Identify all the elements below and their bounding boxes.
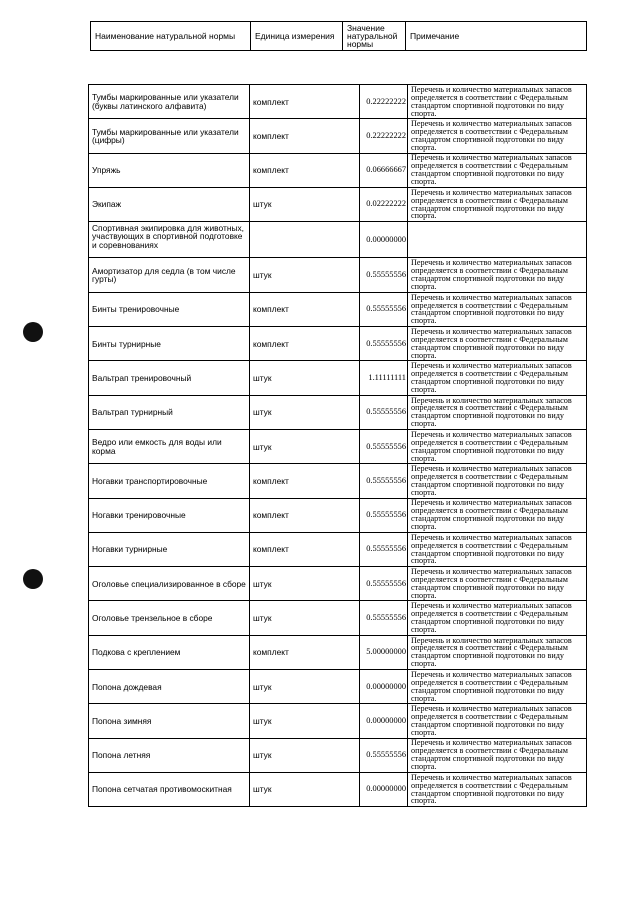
row-name-cell: Оголовье специализированное в сборе — [89, 567, 250, 601]
row-note-cell: Перечень и количество материальных запасов определяется в соответствии с Федеральным стандартом спортивной подготовки по виду спорта. — [408, 395, 587, 429]
row-value-cell: 0.55555556 — [360, 327, 408, 361]
row-name-cell: Вальтрап тренировочный — [89, 361, 250, 395]
row-note-cell: Перечень и количество материальных запасов определяется в соответствии с Федеральным стандартом спортивной подготовки по виду спорта. — [408, 187, 587, 221]
row-name-cell: Оголовье трензельное в сборе — [89, 601, 250, 635]
row-unit-cell: штук — [250, 258, 360, 292]
table-row — [89, 222, 587, 258]
row-note-cell: Перечень и количество материальных запасов определяется в соответствии с Федеральным стандартом спортивной подготовки по виду спорта. — [408, 327, 587, 361]
row-name-cell: Ногавки турнирные — [89, 532, 250, 566]
row-note-cell: Перечень и количество материальных запасов определяется в соответствии с Федеральным стандартом спортивной подготовки по виду спорта. — [408, 498, 587, 532]
table-row — [89, 670, 587, 704]
row-unit-cell: штук — [250, 567, 360, 601]
row-unit-cell: комплект — [250, 153, 360, 187]
table-row — [89, 601, 587, 635]
row-value-cell: 0.55555556 — [360, 498, 408, 532]
row-value-cell: 0.00000000 — [360, 670, 408, 704]
row-value-cell: 1.11111111 — [360, 361, 408, 395]
header-row — [91, 22, 587, 51]
row-note-cell: Перечень и количество материальных запасов определяется в соответствии с Федеральным стандартом спортивной подготовки по виду спорта. — [408, 704, 587, 738]
table-row — [89, 119, 587, 153]
binder-hole-bottom — [23, 569, 43, 589]
row-value-cell: 0.06666667 — [360, 153, 408, 187]
row-unit-cell: штук — [250, 772, 360, 806]
row-note-cell: Перечень и количество материальных запасов определяется в соответствии с Федеральным стандартом спортивной подготовки по виду спорта. — [408, 464, 587, 498]
table-row — [89, 532, 587, 566]
table-row — [89, 429, 587, 463]
table-row — [89, 704, 587, 738]
row-note-cell: Перечень и количество материальных запасов определяется в соответствии с Федеральным стандартом спортивной подготовки по виду спорта. — [408, 119, 587, 153]
row-name-cell: Экипаж — [89, 187, 250, 221]
row-value-cell: 0.55555556 — [360, 429, 408, 463]
row-unit-cell: комплект — [250, 498, 360, 532]
row-name-cell: Амортизатор для седла (в том числе гурты) — [89, 258, 250, 292]
table-row — [89, 187, 587, 221]
header-note-cell: Примечание — [406, 22, 587, 51]
row-note-cell: Перечень и количество материальных запасов определяется в соответствии с Федеральным стандартом спортивной подготовки по виду спорта. — [408, 153, 587, 187]
row-unit-cell: комплект — [250, 464, 360, 498]
row-name-cell: Попона летняя — [89, 738, 250, 772]
table-row — [89, 327, 587, 361]
row-value-cell: 0.22222222 — [360, 85, 408, 119]
row-note-cell: Перечень и количество материальных запасов определяется в соответствии с Федеральным стандартом спортивной подготовки по виду спорта. — [408, 532, 587, 566]
row-value-cell: 0.55555556 — [360, 464, 408, 498]
table-row — [89, 153, 587, 187]
row-note-cell: Перечень и количество материальных запасов определяется в соответствии с Федеральным стандартом спортивной подготовки по виду спорта. — [408, 738, 587, 772]
row-value-cell: 0.55555556 — [360, 292, 408, 326]
row-note-cell: Перечень и количество материальных запасов определяется в соответствии с Федеральным стандартом спортивной подготовки по виду спорта. — [408, 635, 587, 669]
table-row — [89, 85, 587, 119]
row-name-cell: Попона дождевая — [89, 670, 250, 704]
row-name-cell: Вальтрап турнирный — [89, 395, 250, 429]
row-name-cell: Ведро или емкость для воды или корма — [89, 429, 250, 463]
table-row — [89, 567, 587, 601]
row-note-cell: Перечень и количество материальных запасов определяется в соответствии с Федеральным стандартом спортивной подготовки по виду спорта. — [408, 361, 587, 395]
row-unit-cell: штук — [250, 395, 360, 429]
row-value-cell: 0.00000000 — [360, 772, 408, 806]
table-row — [89, 292, 587, 326]
row-name-cell: Упряжь — [89, 153, 250, 187]
row-name-cell: Подкова с креплением — [89, 635, 250, 669]
row-note-cell: Перечень и количество материальных запасов определяется в соответствии с Федеральным стандартом спортивной подготовки по виду спорта. — [408, 601, 587, 635]
row-unit-cell — [250, 222, 360, 258]
row-name-cell: Попона зимняя — [89, 704, 250, 738]
table-row — [89, 361, 587, 395]
row-note-cell: Перечень и количество материальных запасов определяется в соответствии с Федеральным стандартом спортивной подготовки по виду спорта. — [408, 772, 587, 806]
row-name-cell: Ногавки тренировочные — [89, 498, 250, 532]
row-unit-cell: комплект — [250, 532, 360, 566]
table-row — [89, 738, 587, 772]
table-row — [89, 395, 587, 429]
row-unit-cell: штук — [250, 670, 360, 704]
row-unit-cell: комплект — [250, 119, 360, 153]
row-value-cell: 0.55555556 — [360, 601, 408, 635]
row-note-cell — [408, 222, 587, 258]
row-value-cell: 0.00000000 — [360, 222, 408, 258]
row-unit-cell: штук — [250, 429, 360, 463]
row-value-cell: 5.00000000 — [360, 635, 408, 669]
header-table — [90, 21, 587, 51]
binder-hole-top — [23, 322, 43, 342]
row-value-cell: 0.55555556 — [360, 567, 408, 601]
row-name-cell: Ногавки транспортировочные — [89, 464, 250, 498]
header-name-cell: Наименование натуральной нормы — [91, 22, 251, 51]
row-value-cell: 0.55555556 — [360, 258, 408, 292]
row-unit-cell: комплект — [250, 635, 360, 669]
row-note-cell: Перечень и количество материальных запасов определяется в соответствии с Федеральным стандартом спортивной подготовки по виду спорта. — [408, 292, 587, 326]
row-name-cell: Спортивная экипировка для животных, участвующих в спортивной подготовке и соревнованиях — [89, 222, 250, 258]
row-name-cell: Попона сетчатая противомоскитная — [89, 772, 250, 806]
row-unit-cell: комплект — [250, 292, 360, 326]
row-value-cell: 0.55555556 — [360, 738, 408, 772]
table-row — [89, 498, 587, 532]
row-note-cell: Перечень и количество материальных запасов определяется в соответствии с Федеральным стандартом спортивной подготовки по виду спорта. — [408, 85, 587, 119]
row-note-cell: Перечень и количество материальных запасов определяется в соответствии с Федеральным стандартом спортивной подготовки по виду спорта. — [408, 567, 587, 601]
header-unit-cell: Единица измерения — [251, 22, 343, 51]
row-unit-cell: штук — [250, 738, 360, 772]
row-note-cell: Перечень и количество материальных запасов определяется в соответствии с Федеральным стандартом спортивной подготовки по виду спорта. — [408, 258, 587, 292]
table-row — [89, 772, 587, 806]
table-row — [89, 258, 587, 292]
row-unit-cell: штук — [250, 361, 360, 395]
row-name-cell: Бинты турнирные — [89, 327, 250, 361]
row-unit-cell: комплект — [250, 327, 360, 361]
norms-table-body — [89, 85, 587, 807]
row-name-cell: Бинты тренировочные — [89, 292, 250, 326]
row-note-cell: Перечень и количество материальных запасов определяется в соответствии с Федеральным стандартом спортивной подготовки по виду спорта. — [408, 670, 587, 704]
row-unit-cell: комплект — [250, 85, 360, 119]
table-row — [89, 464, 587, 498]
row-unit-cell: штук — [250, 601, 360, 635]
row-value-cell: 0.55555556 — [360, 395, 408, 429]
row-unit-cell: штук — [250, 187, 360, 221]
row-unit-cell: штук — [250, 704, 360, 738]
row-name-cell: Тумбы маркированные или указатели (цифры) — [89, 119, 250, 153]
norms-table — [88, 84, 587, 807]
row-name-cell: Тумбы маркированные или указатели (буквы латинского алфавита) — [89, 85, 250, 119]
row-value-cell: 0.02222222 — [360, 187, 408, 221]
row-value-cell: 0.55555556 — [360, 532, 408, 566]
row-value-cell: 0.22222222 — [360, 119, 408, 153]
row-note-cell: Перечень и количество материальных запасов определяется в соответствии с Федеральным стандартом спортивной подготовки по виду спорта. — [408, 429, 587, 463]
header-value-cell: Значение натуральной нормы — [343, 22, 406, 51]
table-row — [89, 635, 587, 669]
row-value-cell: 0.00000000 — [360, 704, 408, 738]
